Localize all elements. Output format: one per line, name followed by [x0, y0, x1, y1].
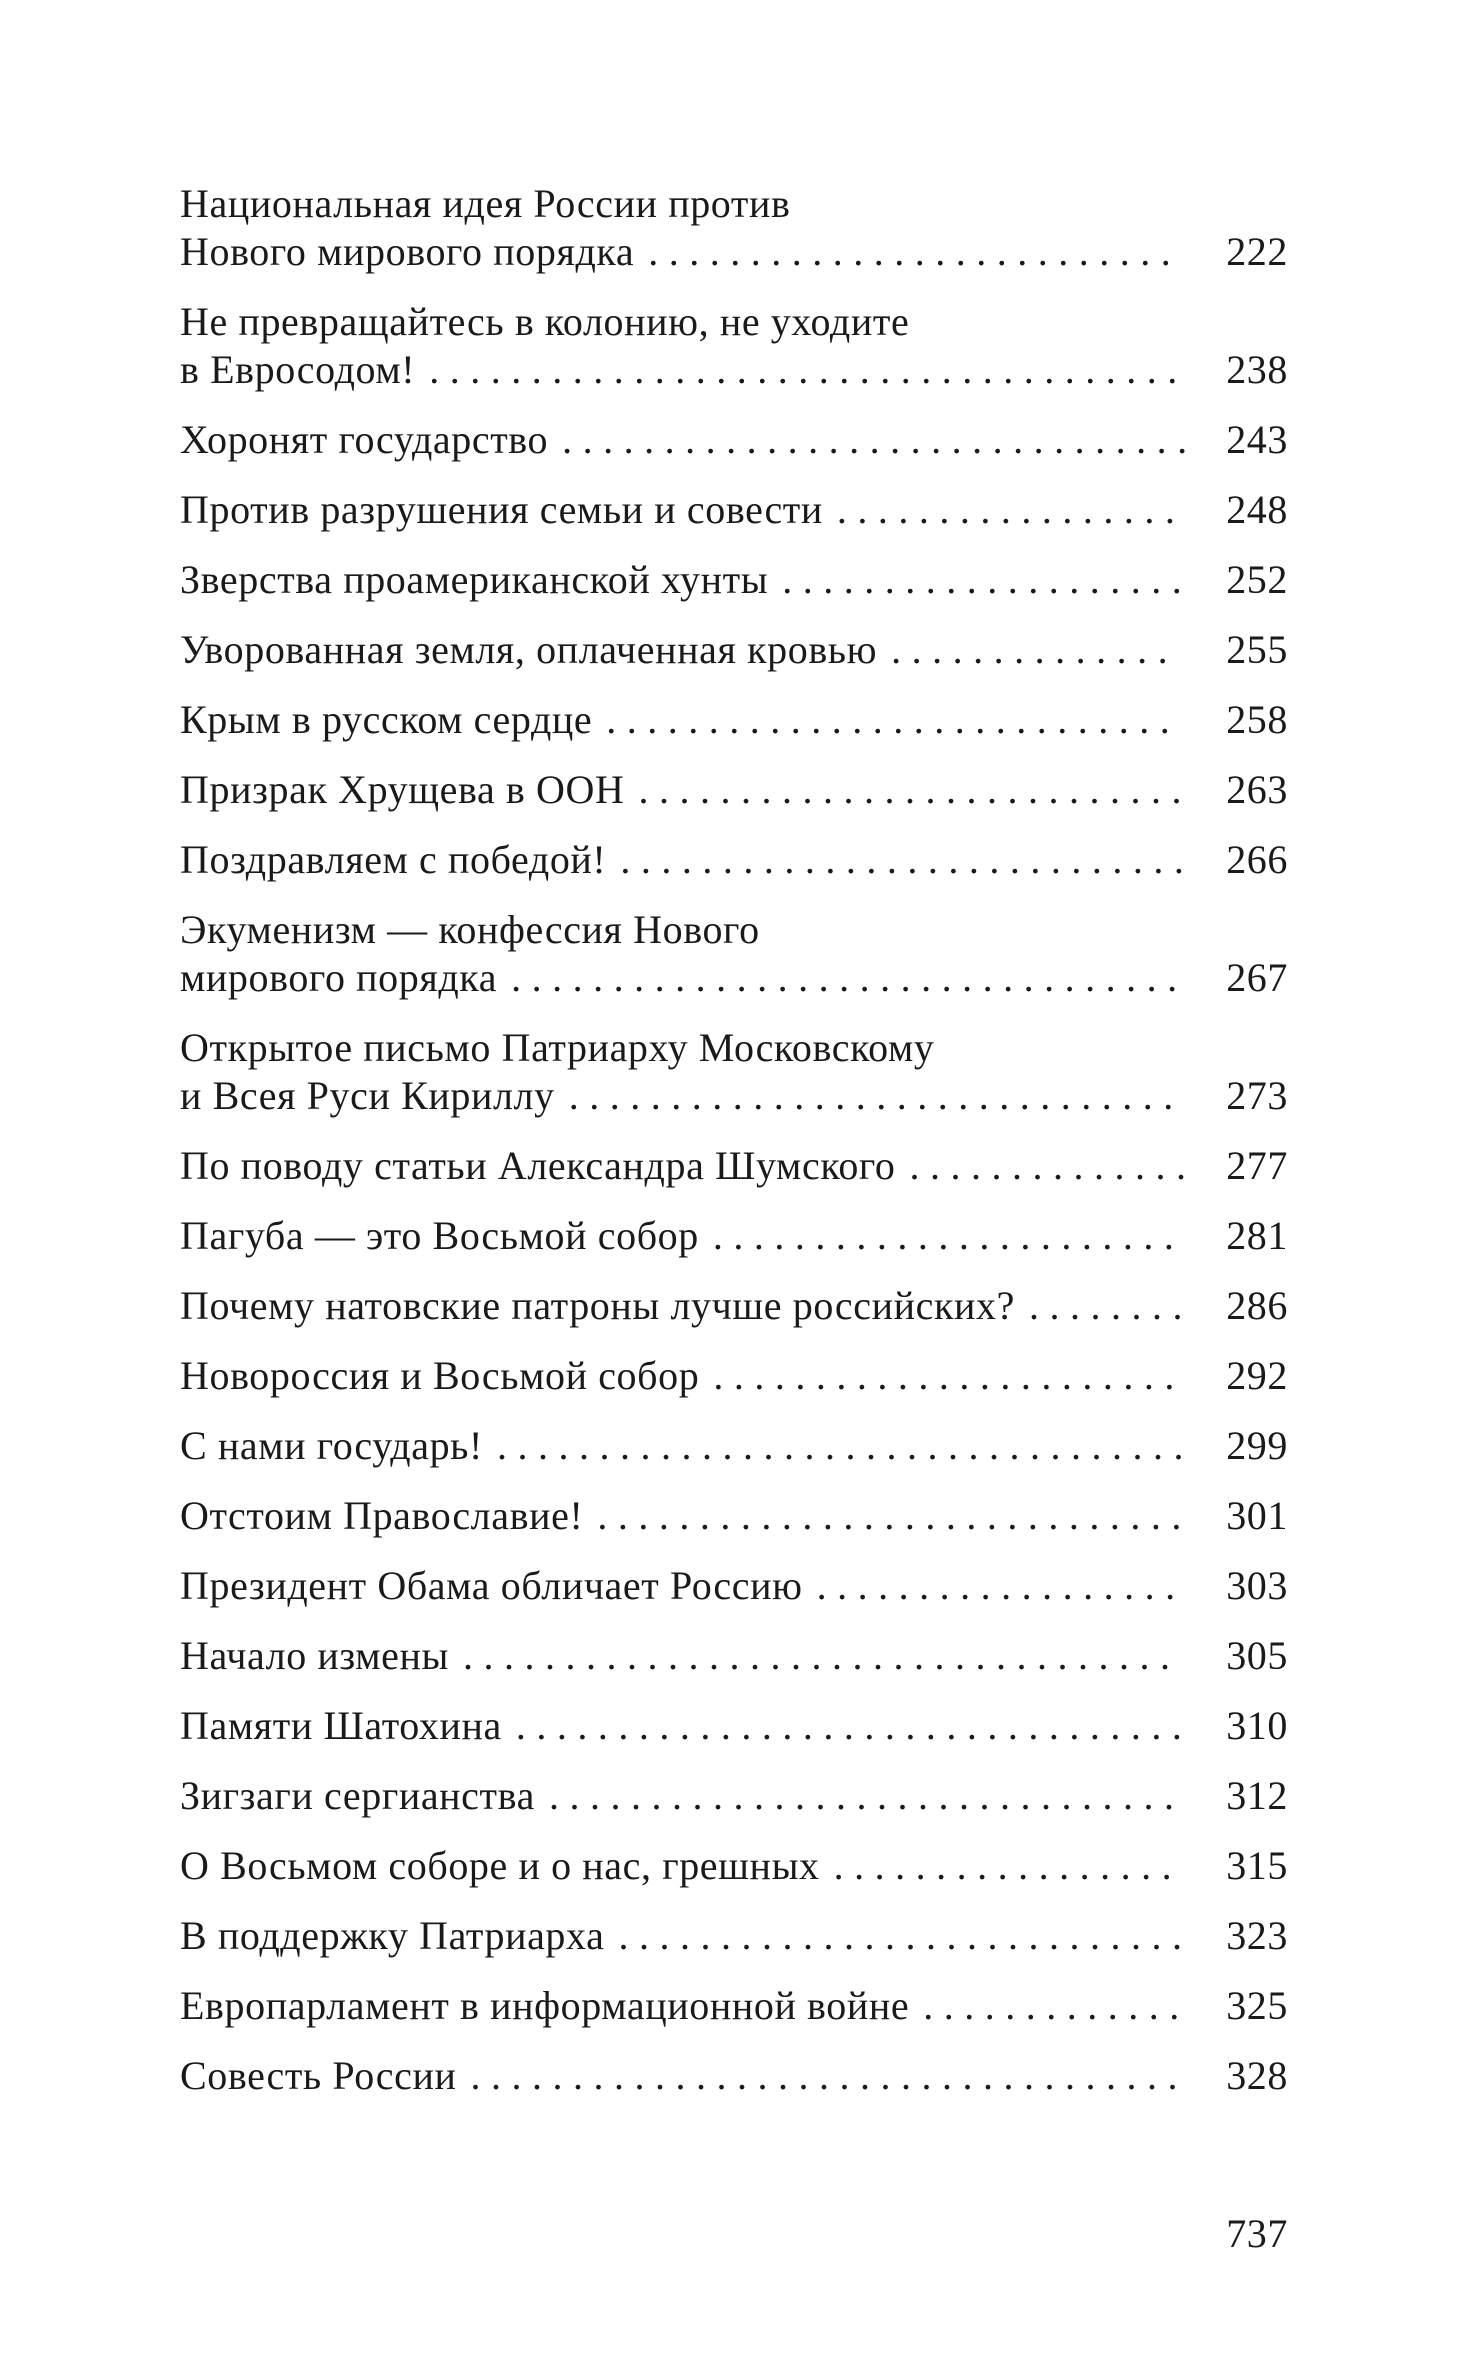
toc-entry-page: 301: [1226, 1493, 1288, 1538]
dot-leader: .....................................: [429, 347, 1188, 392]
dot-leader: ...........................: [638, 767, 1192, 812]
toc-entry-line: [180, 1024, 1288, 1072]
toc-entry-line: [180, 298, 1288, 346]
dot-leader: .................................: [511, 955, 1188, 1000]
dot-leader: ..................: [816, 1563, 1186, 1608]
toc-entry-line-last: [180, 1632, 1288, 1680]
dot-leader: .................: [836, 487, 1186, 532]
toc-entry-line-last: [180, 346, 1288, 394]
dot-leader: .................: [833, 1843, 1183, 1888]
toc-entry: [180, 766, 1288, 814]
dot-leader: ............................: [618, 1913, 1193, 1958]
dot-leader: .......................: [712, 1213, 1185, 1258]
toc-entry-title: Открытое письмо Патриарху Московскому: [180, 1025, 935, 1070]
dot-leader: ..............: [909, 1143, 1197, 1188]
toc-entry-title: С нами государь!: [180, 1423, 483, 1468]
toc-entry: [180, 416, 1288, 464]
toc-entry-line-last: [180, 954, 1288, 1002]
toc-entry-page: 252: [1226, 557, 1288, 602]
dot-leader: ..........................: [648, 229, 1182, 274]
toc-entry-title: Отстоим Православие!: [180, 1493, 584, 1538]
toc-entry-title: Не превращайтесь в колонию, не уходите: [180, 299, 910, 344]
toc-entry-title: в Евросодом!: [180, 347, 416, 392]
table-of-contents: [180, 180, 1288, 2122]
toc-entry: [180, 1024, 1288, 1120]
toc-entry-page: 281: [1226, 1213, 1288, 1258]
toc-entry: [180, 1632, 1288, 1680]
toc-entry-title: Зверства проамериканской хунты: [180, 557, 769, 602]
dot-leader: ..............................: [568, 1073, 1184, 1118]
toc-entry-line: [180, 906, 1288, 954]
toc-entry-line-last: [180, 2052, 1288, 2100]
page-number: 737: [1226, 2211, 1288, 2256]
toc-entry-title: Нового мирового порядка: [180, 229, 635, 274]
toc-entry-line-last: [180, 1912, 1288, 1960]
toc-entry-title: Совесть России: [180, 2053, 457, 2098]
toc-entry-title: Крым в русском сердце: [180, 697, 593, 742]
toc-entry: [180, 1702, 1288, 1750]
toc-entry: [180, 298, 1288, 394]
toc-entry: [180, 180, 1288, 276]
toc-entry-title: Европарламент в информационной войне: [180, 1983, 910, 2028]
toc-entry-page: 277: [1226, 1143, 1288, 1188]
toc-entry: [180, 836, 1288, 884]
toc-entry: [180, 1492, 1288, 1540]
dot-leader: ............................: [620, 837, 1195, 882]
toc-entry-line-last: [180, 1982, 1288, 2030]
toc-entry-line-last: [180, 1842, 1288, 1890]
toc-entry-line-last: [180, 1212, 1288, 1260]
toc-entry: [180, 556, 1288, 604]
toc-entry-title: О Восьмом соборе и о нас, грешных: [180, 1843, 820, 1888]
dot-leader: ...............................: [562, 417, 1198, 462]
toc-entry: [180, 486, 1288, 534]
toc-entry-line-last: [180, 1142, 1288, 1190]
toc-entry: [180, 2052, 1288, 2100]
toc-entry-title: и Всея Руси Кириллу: [180, 1073, 555, 1118]
toc-entry-line-last: [180, 1562, 1288, 1610]
toc-entry: [180, 1562, 1288, 1610]
toc-entry-line-last: [180, 1492, 1288, 1540]
toc-entry: [180, 906, 1288, 1002]
toc-entry-title: В поддержку Патриарха: [180, 1913, 605, 1958]
toc-entry-line-last: [180, 1352, 1288, 1400]
toc-entry-page: 303: [1226, 1563, 1288, 1608]
toc-entry-line: [180, 180, 1288, 228]
dot-leader: ...............................: [548, 1773, 1185, 1818]
toc-entry-line-last: [180, 1702, 1288, 1750]
dot-leader: ............................: [606, 697, 1181, 742]
toc-entry-title: мирового порядка: [180, 955, 498, 1000]
toc-entry-page: 255: [1226, 627, 1288, 672]
toc-entry-page: 292: [1226, 1353, 1288, 1398]
toc-entry-title: Призрак Хрущева в ООН: [180, 767, 625, 812]
toc-entry-line-last: [180, 1772, 1288, 1820]
toc-entry-page: 315: [1226, 1843, 1288, 1888]
dot-leader: .................................: [515, 1703, 1193, 1748]
toc-entry-page: 258: [1226, 697, 1288, 742]
toc-entry-page: 323: [1226, 1913, 1288, 1958]
toc-entry-title: Почему натовские патроны лучше российских?: [180, 1283, 1015, 1328]
toc-entry-line-last: [180, 836, 1288, 884]
toc-entry: [180, 1142, 1288, 1190]
toc-entry-page: 312: [1226, 1773, 1288, 1818]
toc-entry: [180, 1912, 1288, 1960]
toc-entry-line-last: [180, 766, 1288, 814]
toc-entry-page: 266: [1226, 837, 1288, 882]
toc-entry-title: Новороссия и Восьмой собор: [180, 1353, 700, 1398]
dot-leader: .............................: [597, 1493, 1192, 1538]
toc-entry-page: 325: [1226, 1983, 1288, 2028]
toc-entry-line-last: [180, 556, 1288, 604]
toc-entry: [180, 626, 1288, 674]
toc-entry-page: 286: [1226, 1283, 1288, 1328]
toc-entry-title: По поводу статьи Александра Шумского: [180, 1143, 896, 1188]
toc-entry: [180, 696, 1288, 744]
toc-entry-page: 267: [1226, 955, 1288, 1000]
dot-leader: ...................................: [470, 2053, 1189, 2098]
toc-entry: [180, 1422, 1288, 1470]
toc-entry-page: 310: [1226, 1703, 1288, 1748]
toc-entry-line-last: [180, 416, 1288, 464]
toc-entry-page: 243: [1226, 417, 1288, 462]
toc-entry-title: Президент Обама обличает Россию: [180, 1563, 803, 1608]
toc-entry-page: 305: [1226, 1633, 1288, 1678]
dot-leader: ....................: [782, 557, 1193, 602]
toc-entry-page: 238: [1226, 347, 1288, 392]
toc-entry-page: 328: [1226, 2053, 1288, 2098]
toc-entry-page: 222: [1226, 229, 1288, 274]
toc-entry-title: Памяти Шатохина: [180, 1703, 502, 1748]
toc-entry-page: 273: [1226, 1073, 1288, 1118]
toc-entry-title: Поздравляем с победой!: [180, 837, 607, 882]
toc-entry-page: 263: [1226, 767, 1288, 812]
toc-entry-title: Экуменизм — конфессия Нового: [180, 907, 760, 952]
toc-entry: [180, 1842, 1288, 1890]
dot-leader: ...................................: [463, 1633, 1181, 1678]
toc-entry-line-last: [180, 486, 1288, 534]
toc-entry: [180, 1352, 1288, 1400]
toc-entry-title: Уворованная земля, оплаченная кровью: [180, 627, 878, 672]
toc-entry-line-last: [180, 228, 1288, 276]
toc-entry-title: Хоронят государство: [180, 417, 549, 462]
toc-entry-line-last: [180, 626, 1288, 674]
dot-leader: ..............: [891, 627, 1179, 672]
toc-entry-line-last: [180, 1422, 1288, 1470]
toc-entry-page: 248: [1226, 487, 1288, 532]
dot-leader: ........: [1029, 1283, 1193, 1328]
toc-entry-page: 299: [1226, 1423, 1288, 1468]
toc-entry-line-last: [180, 1282, 1288, 1330]
toc-entry: [180, 1982, 1288, 2030]
toc-entry: [180, 1282, 1288, 1330]
toc-entry-line-last: [180, 696, 1288, 744]
toc-entry-title: Пагуба — это Восьмой собор: [180, 1213, 699, 1258]
toc-entry-title: Национальная идея России против: [180, 181, 791, 226]
toc-entry-line-last: [180, 1072, 1288, 1120]
toc-entry-title: Зигзаги сергианства: [180, 1773, 535, 1818]
dot-leader: .............: [923, 1983, 1190, 2028]
toc-entry-title: Начало измены: [180, 1633, 450, 1678]
toc-entry: [180, 1212, 1288, 1260]
toc-entry: [180, 1772, 1288, 1820]
toc-entry-title: Против разрушения семьи и совести: [180, 487, 823, 532]
dot-leader: .......................: [713, 1353, 1185, 1398]
dot-leader: ..................................: [496, 1423, 1194, 1468]
